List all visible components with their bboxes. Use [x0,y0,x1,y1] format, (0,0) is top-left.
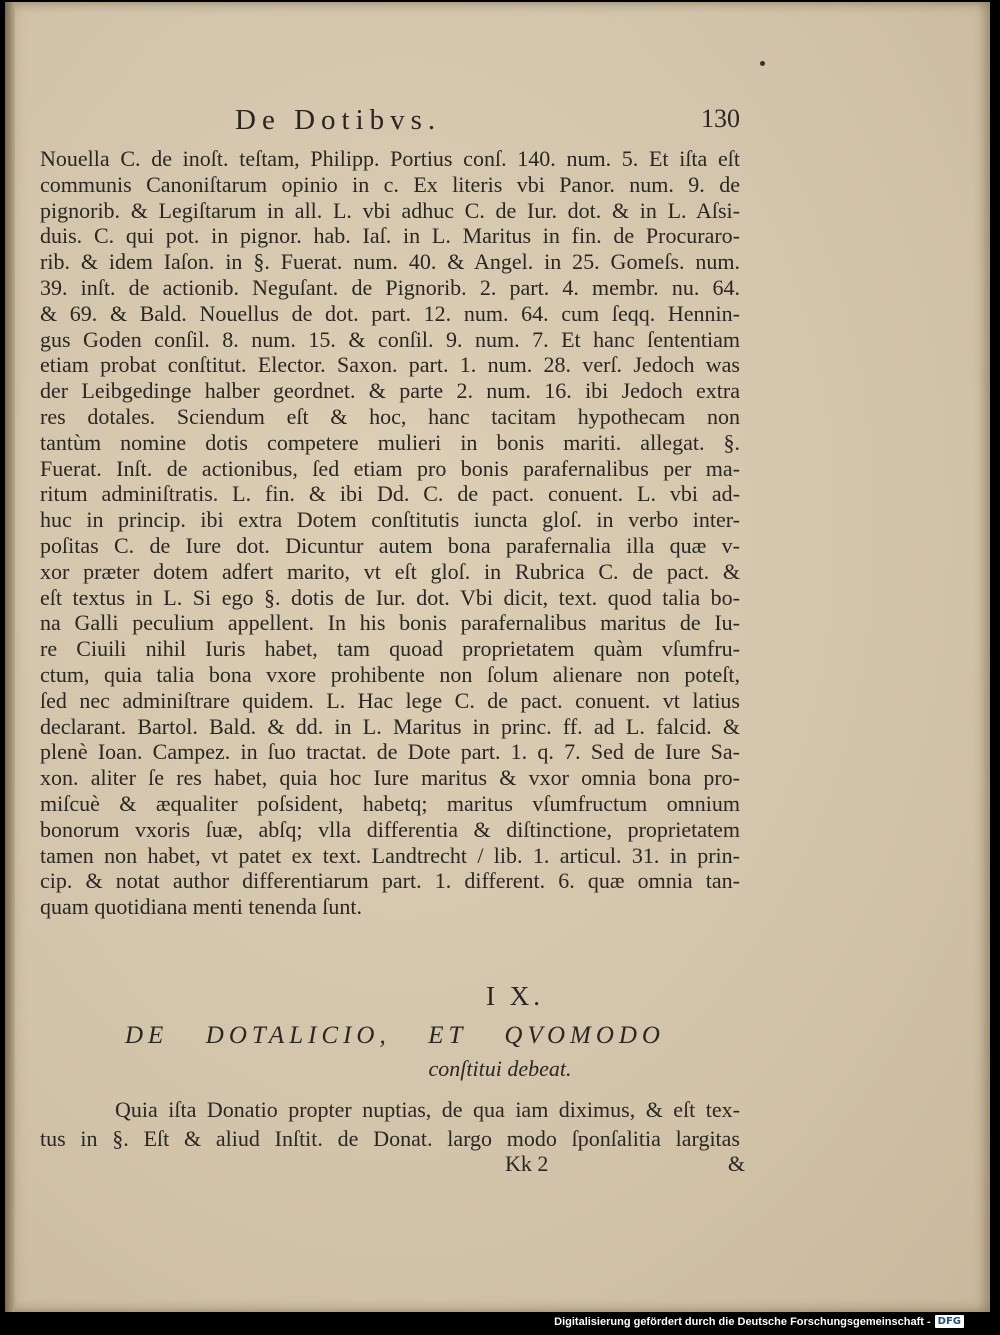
text-line: pignorib. & Legiſtarum in all. L. vbi adhuc C. de Iur. dot. & in L. Aſsi- [40,197,740,223]
signature-mark: Kk 2 [505,1151,549,1176]
text-line: ctum, quia talia bona vxore prohibente non ſolum alienare non poteſt, [40,661,740,687]
page-spine-shadow [5,2,15,1312]
text-line: duis. C. qui pot. in pignor. hab. Iaſ. in L. Maritus in fin. de Procuraro- [40,223,740,249]
paragraph-line: Quia iſta Donatio propter nuptias, de qua iam diximus, & eſt tex- [115,1097,740,1122]
text-line: tantùm nomine dotis competere mulieri in bonis mariti. allegat. §. [40,429,740,455]
text-line: res dotales. Sciendum eſt & hoc, hanc tacitam hypothecam non [40,403,740,429]
text-line: & 69. & Bald. Nouellus de dot. part. 12. num. 64. cum ſeqq. Hennin- [40,300,740,326]
text-line: ritum adminiſtratis. L. fin. & ibi Dd. C. de pact. conuent. L. vbi ad- [40,481,740,507]
section-title: DE DOTALICIO, ET QVOMODO [125,1022,665,1049]
text-line: re Ciuili nihil Iuris habet, tam quoad proprietatem quàm vſumfru- [40,636,740,662]
text-line: ſed nec adminiſtrare quidem. L. Hac lege C. de pact. conuent. vt latius [40,687,740,713]
text-line: 39. inſt. de actionib. Neguſant. de Pignorib. 2. part. 4. membr. nu. 64. [40,274,740,300]
ink-spot [760,61,765,66]
text-line: Nouella C. de inoſt. teſtam, Philipp. Portius conſ. 140. num. 5. Et iſta eſt [40,146,740,171]
text-line: cip. & notat author differentiarum part. 1. different. 6. quæ omnia tan- [40,868,740,894]
text-line: communis Canoniſtarum opinio in c. Ex literis vbi Panor. num. 9. de [40,171,740,197]
text-line: na Galli peculium appellent. In his bonis parafernalibus maritus de Iu- [40,610,740,636]
text-line: miſcuè & æqualiter poſsident, habetq; maritus vſumfructum omnium [40,790,740,816]
text-line: rib. & idem Iaſon. in §. Fuerat. num. 40. & Angel. in 25. Gomeſs. num. [40,249,740,275]
section-paragraph [40,1095,740,1153]
text-line: der Leibgedinge halber geordnet. & parte 2. num. 16. ibi Jedoch extra [40,378,740,404]
running-title: De Dotibvs. [235,104,442,136]
text-line: declarant. Bartol. Bald. & dd. in L. Maritus in princ. ff. ad L. falcid. & [40,713,740,739]
text-line: xor præter dotem adfert marito, vt eſt gloſ. in Rubrica C. de pact. & [40,558,740,584]
text-line: quam quotidiana menti tenenda ſunt. [40,894,362,920]
text-line: gus Goden conſil. 8. num. 15. & conſil. 9. num. 7. Et hanc ſententiam [40,326,740,352]
text-line: xon. aliter ſe res habet, quia hoc Iure maritus & vxor omnia bona pro- [40,765,740,791]
credit-text: Digitalisierung gefördert durch die Deutsche Forschungsgemeinschaft - [554,1315,931,1328]
section-subtitle: conſtitui debeat. [428,1056,572,1081]
paragraph-line: tus in §. Eſt & aliud Inſtit. de Donat. largo modo ſponſalitia largitas [40,1126,740,1151]
text-line: huc in princip. ibi extra Dotem conſtitutis iuncta gloſ. in verbo inter- [40,507,740,533]
dfg-logo-icon: DFG [935,1315,964,1328]
catchword: & [727,1151,745,1176]
page-number: 130 [701,104,740,133]
text-line: Fuerat. Inſt. de actionibus, ſed etiam pro bonis parafernalibus per ma- [40,455,740,481]
text-line: poſitas C. de Iure dot. Dicuntur autem bona parafernalia illa quæ v- [40,532,740,558]
digitization-credit [554,1315,964,1328]
text-line: etiam probat conſtitut. Elector. Saxon. part. 1. num. 28. verſ. Jedoch was [40,352,740,378]
text-line: plenè Ioan. Campez. in ſuo tractat. de Dote part. 1. q. 7. Sed de Iure Sa- [40,739,740,765]
text-line: tamen non habet, vt patet ex text. Landtrecht / lib. 1. articul. 31. in prin- [40,842,740,868]
section-number: I X. [486,981,544,1011]
main-text-block [40,146,740,920]
running-header [235,104,740,138]
text-line: bonorum vxoris ſuæ, abſq; vlla differentia & diſtinctione, proprietatem [40,816,740,842]
text-line: eſt textus in L. Si ego §. dotis de Iur. dot. Vbi dicit, text. quod talia bo- [40,584,740,610]
catchline [505,1151,745,1179]
